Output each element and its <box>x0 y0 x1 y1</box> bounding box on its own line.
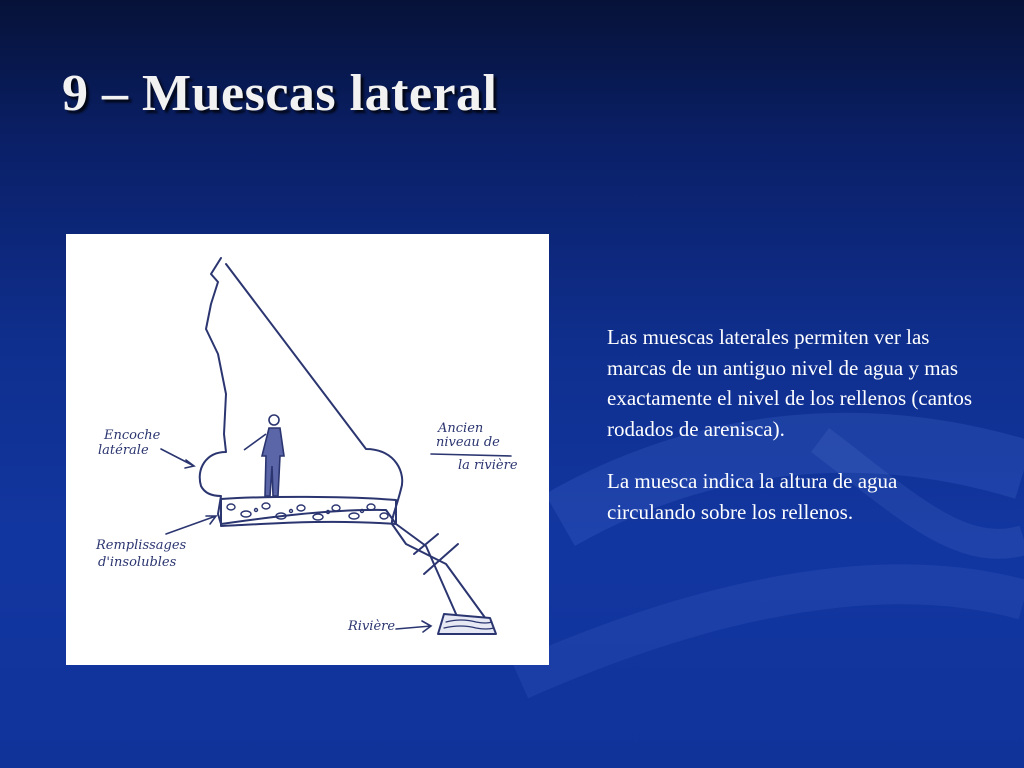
label-encoche: Encoche <box>104 428 161 443</box>
riviere-arrow <box>396 621 431 632</box>
label-remplissages: Remplissages <box>96 538 187 553</box>
cave-notch-sketch <box>66 234 549 665</box>
label-laterale: latérale <box>98 443 149 458</box>
paragraph-2: La muesca indica la altura de agua circulando sobre los rellenos. <box>607 469 898 524</box>
section-mark-2 <box>424 544 458 574</box>
label-niveau: niveau de <box>436 435 500 450</box>
label-ancien: Ancien <box>438 421 484 436</box>
ancien-level-line <box>431 454 511 456</box>
encoche-arrow <box>161 449 194 468</box>
person-figure <box>244 415 284 496</box>
label-insolubles: d'insolubles <box>98 555 177 570</box>
river-water <box>438 614 496 634</box>
sketch-image <box>66 234 549 665</box>
paragraph-1: Las muescas laterales permiten ver las marcas de un antiguo nivel de agua y mas exactamente el nivel de los rellenos (cantos rodados de arenisca). <box>607 325 973 441</box>
label-la-riviere: la rivière <box>458 458 518 473</box>
slide-title: 9 – Muescas lateral <box>62 65 498 122</box>
remplissages-arrow <box>166 516 216 534</box>
slide-body-text <box>607 322 977 549</box>
section-mark-1 <box>414 534 438 554</box>
cave-left-wall <box>200 258 461 634</box>
label-riviere: Rivière <box>348 619 396 634</box>
